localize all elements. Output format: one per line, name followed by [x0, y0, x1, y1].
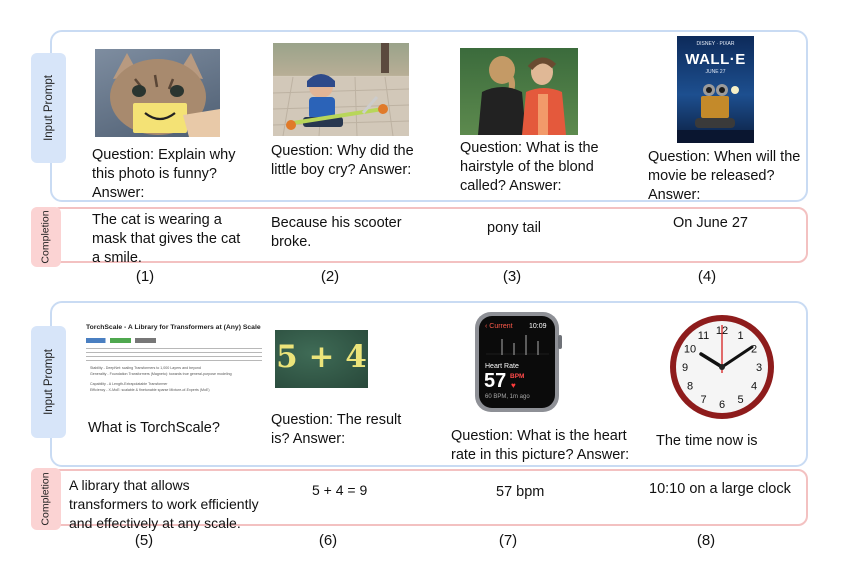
wall-clock-image — [668, 313, 776, 421]
input-prompt-label-row2: Input Prompt — [31, 326, 66, 438]
clock-numeral: 9 — [681, 362, 689, 374]
clock-numeral: 1 — [737, 330, 744, 342]
boy-scooter-photo — [273, 43, 409, 136]
input-prompt-label-row1: Input Prompt — [31, 53, 66, 163]
caption-5: (5) — [134, 532, 154, 549]
movie-poster — [677, 36, 754, 143]
heart-icon: ♥ — [511, 381, 516, 390]
answer-6: 5 + 4 = 9 — [312, 482, 368, 498]
clock-numeral: 12 — [715, 325, 729, 337]
answer-2: Because his scooter broke. — [271, 215, 402, 250]
answer-8: 10:10 on a large clock — [649, 481, 791, 497]
clock-numeral: 5 — [737, 394, 744, 406]
question-1: Question: Explain why this photo is funny? Answer: — [92, 147, 236, 201]
clock-numeral: 6 — [718, 399, 726, 411]
chalkboard-image — [275, 330, 368, 388]
caption-7: (7) — [498, 532, 518, 549]
question-4: Question: When will the movie be released? Answer: — [648, 149, 801, 203]
chalk-expression: 5 + 4 — [276, 339, 367, 375]
clock-numeral: 4 — [750, 380, 758, 393]
caption-4: (4) — [697, 268, 717, 285]
answer-5: A library that allows transformers to work efficiently and effectively at any scale. — [69, 477, 259, 531]
question-7: Question: What is the heart rate in this picture? Answer: — [451, 428, 630, 463]
caption-8: (8) — [696, 532, 716, 549]
doc-line-1: Stability - DeepNet: scaling Transformers to 1,000 Layers and beyond — [90, 366, 201, 370]
watch-label: Heart Rate — [485, 363, 519, 370]
caption-3: (3) — [502, 268, 522, 285]
answer-4: On June 27 — [673, 215, 748, 231]
clock-numeral: 8 — [686, 380, 694, 393]
question-5: What is TorchScale? — [88, 420, 220, 436]
watch-back: ‹ Current — [485, 323, 513, 330]
doc-line-4: Efficiency - X-MoE: scalable & finetunable sparse Mixture-of-Experts (MoE) — [90, 388, 210, 392]
poster-brand: DISNEY · PIXAR — [696, 41, 735, 47]
question-6: Question: The result is? Answer: — [271, 412, 402, 447]
answer-3: pony tail — [487, 220, 542, 236]
clock-numeral: 10 — [683, 343, 697, 356]
doc-line-3: Capability - A Length-Extrapolatable Transformer — [90, 382, 168, 386]
watch-time: 10:09 — [529, 323, 547, 330]
doc-title: TorchScale - A Library for Transformers at (Any) Scale — [86, 324, 261, 331]
caption-6: (6) — [318, 532, 338, 549]
answer-1: The cat is wearing a mask that gives the cat a smile. — [92, 212, 241, 266]
answer-7: 57 bpm — [496, 484, 545, 500]
tennis-players-photo — [460, 48, 578, 135]
poster-date: JUNE 27 — [705, 69, 726, 75]
smartwatch-image — [474, 311, 562, 413]
clock-numeral: 7 — [700, 394, 707, 406]
caption-1: (1) — [135, 268, 155, 285]
doc-paragraph — [86, 348, 262, 364]
completion-label-row1: Completion — [31, 207, 61, 267]
watch-bpm: 57 — [484, 370, 507, 392]
clock-numeral: 3 — [755, 362, 763, 374]
watch-unit: BPM — [510, 373, 525, 380]
cat-photo — [95, 49, 220, 137]
caption-2: (2) — [320, 268, 340, 285]
question-3: Question: What is the hairstyle of the blond called? Answer: — [460, 140, 599, 194]
clock-numeral: 11 — [697, 330, 710, 342]
question-8: The time now is — [656, 433, 758, 449]
watch-sub: 60 BPM, 1m ago — [485, 394, 530, 400]
torchscale-doc-image — [84, 322, 264, 412]
clock-numeral: 2 — [750, 343, 758, 356]
question-2: Question: Why did the little boy cry? Answer: — [271, 143, 414, 178]
doc-line-2: Generality - Foundation Transformers (Magneto): towards true general-purpose modeling — [90, 372, 232, 376]
poster-title: WALL·E — [685, 51, 746, 68]
doc-badges — [86, 338, 156, 343]
completion-label-row2: Completion — [31, 468, 61, 530]
